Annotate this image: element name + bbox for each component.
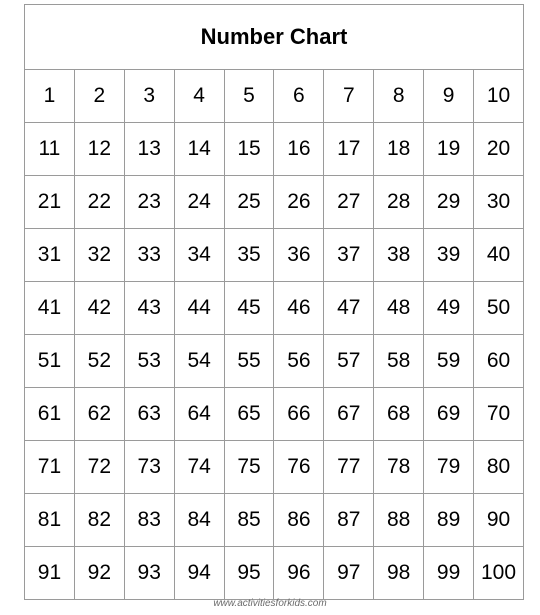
number-cell: 40 (474, 229, 524, 282)
number-cell: 77 (324, 441, 374, 494)
number-cell: 83 (124, 494, 174, 547)
number-cell: 74 (174, 441, 224, 494)
number-cell: 89 (424, 494, 474, 547)
number-cell: 19 (424, 123, 474, 176)
number-cell: 97 (324, 547, 374, 600)
number-cell: 53 (124, 335, 174, 388)
number-cell: 52 (74, 335, 124, 388)
number-cell: 30 (474, 176, 524, 229)
number-cell: 21 (25, 176, 75, 229)
number-row (25, 335, 524, 388)
number-row (25, 388, 524, 441)
number-cell: 72 (74, 441, 124, 494)
number-cell: 68 (374, 388, 424, 441)
number-cell: 26 (274, 176, 324, 229)
number-cell: 15 (224, 123, 274, 176)
number-cell: 49 (424, 282, 474, 335)
number-chart-table (24, 4, 524, 600)
number-cell: 92 (74, 547, 124, 600)
number-cell: 12 (74, 123, 124, 176)
number-cell: 86 (274, 494, 324, 547)
number-cell: 5 (224, 70, 274, 123)
number-cell: 88 (374, 494, 424, 547)
number-cell: 66 (274, 388, 324, 441)
number-cell: 51 (25, 335, 75, 388)
number-cell: 80 (474, 441, 524, 494)
number-row (25, 70, 524, 123)
number-cell: 57 (324, 335, 374, 388)
number-cell: 34 (174, 229, 224, 282)
number-cell: 48 (374, 282, 424, 335)
number-cell: 36 (274, 229, 324, 282)
number-cell: 64 (174, 388, 224, 441)
number-cell: 18 (374, 123, 424, 176)
number-row (25, 441, 524, 494)
number-cell: 73 (124, 441, 174, 494)
number-cell: 42 (74, 282, 124, 335)
number-cell: 32 (74, 229, 124, 282)
number-cell: 93 (124, 547, 174, 600)
number-row (25, 282, 524, 335)
number-row (25, 547, 524, 600)
number-cell: 9 (424, 70, 474, 123)
number-cell: 22 (74, 176, 124, 229)
number-grid (25, 70, 524, 600)
number-cell: 91 (25, 547, 75, 600)
number-row (25, 123, 524, 176)
number-cell: 4 (174, 70, 224, 123)
number-row (25, 229, 524, 282)
number-cell: 41 (25, 282, 75, 335)
number-cell: 11 (25, 123, 75, 176)
number-cell: 1 (25, 70, 75, 123)
number-cell: 63 (124, 388, 174, 441)
number-cell: 33 (124, 229, 174, 282)
number-cell: 50 (474, 282, 524, 335)
number-cell: 25 (224, 176, 274, 229)
website-footer: www.activitiesforkids.com (213, 598, 327, 609)
number-cell: 75 (224, 441, 274, 494)
number-cell: 23 (124, 176, 174, 229)
number-cell: 54 (174, 335, 224, 388)
number-cell: 71 (25, 441, 75, 494)
number-cell: 62 (74, 388, 124, 441)
number-cell: 100 (474, 547, 524, 600)
number-cell: 56 (274, 335, 324, 388)
number-cell: 90 (474, 494, 524, 547)
number-cell: 7 (324, 70, 374, 123)
number-cell: 10 (474, 70, 524, 123)
number-cell: 20 (474, 123, 524, 176)
number-cell: 39 (424, 229, 474, 282)
number-cell: 78 (374, 441, 424, 494)
number-cell: 38 (374, 229, 424, 282)
number-cell: 60 (474, 335, 524, 388)
number-cell: 44 (174, 282, 224, 335)
number-cell: 98 (374, 547, 424, 600)
number-cell: 85 (224, 494, 274, 547)
number-cell: 47 (324, 282, 374, 335)
number-cell: 28 (374, 176, 424, 229)
number-cell: 43 (124, 282, 174, 335)
number-cell: 67 (324, 388, 374, 441)
number-cell: 96 (274, 547, 324, 600)
number-cell: 3 (124, 70, 174, 123)
number-cell: 87 (324, 494, 374, 547)
number-cell: 84 (174, 494, 224, 547)
number-cell: 81 (25, 494, 75, 547)
number-cell: 70 (474, 388, 524, 441)
number-cell: 61 (25, 388, 75, 441)
number-cell: 79 (424, 441, 474, 494)
number-cell: 16 (274, 123, 324, 176)
number-cell: 82 (74, 494, 124, 547)
number-cell: 37 (324, 229, 374, 282)
number-cell: 55 (224, 335, 274, 388)
number-cell: 59 (424, 335, 474, 388)
number-cell: 8 (374, 70, 424, 123)
number-cell: 76 (274, 441, 324, 494)
number-cell: 27 (324, 176, 374, 229)
number-row (25, 176, 524, 229)
number-cell: 69 (424, 388, 474, 441)
number-cell: 13 (124, 123, 174, 176)
number-cell: 95 (224, 547, 274, 600)
number-cell: 31 (25, 229, 75, 282)
number-cell: 35 (224, 229, 274, 282)
number-row (25, 494, 524, 547)
number-cell: 14 (174, 123, 224, 176)
chart-title: Number Chart (25, 5, 524, 70)
title-row (25, 5, 524, 70)
number-cell: 58 (374, 335, 424, 388)
number-cell: 46 (274, 282, 324, 335)
number-cell: 2 (74, 70, 124, 123)
number-cell: 45 (224, 282, 274, 335)
number-cell: 6 (274, 70, 324, 123)
number-cell: 94 (174, 547, 224, 600)
number-cell: 17 (324, 123, 374, 176)
number-cell: 24 (174, 176, 224, 229)
number-cell: 29 (424, 176, 474, 229)
number-cell: 99 (424, 547, 474, 600)
number-cell: 65 (224, 388, 274, 441)
